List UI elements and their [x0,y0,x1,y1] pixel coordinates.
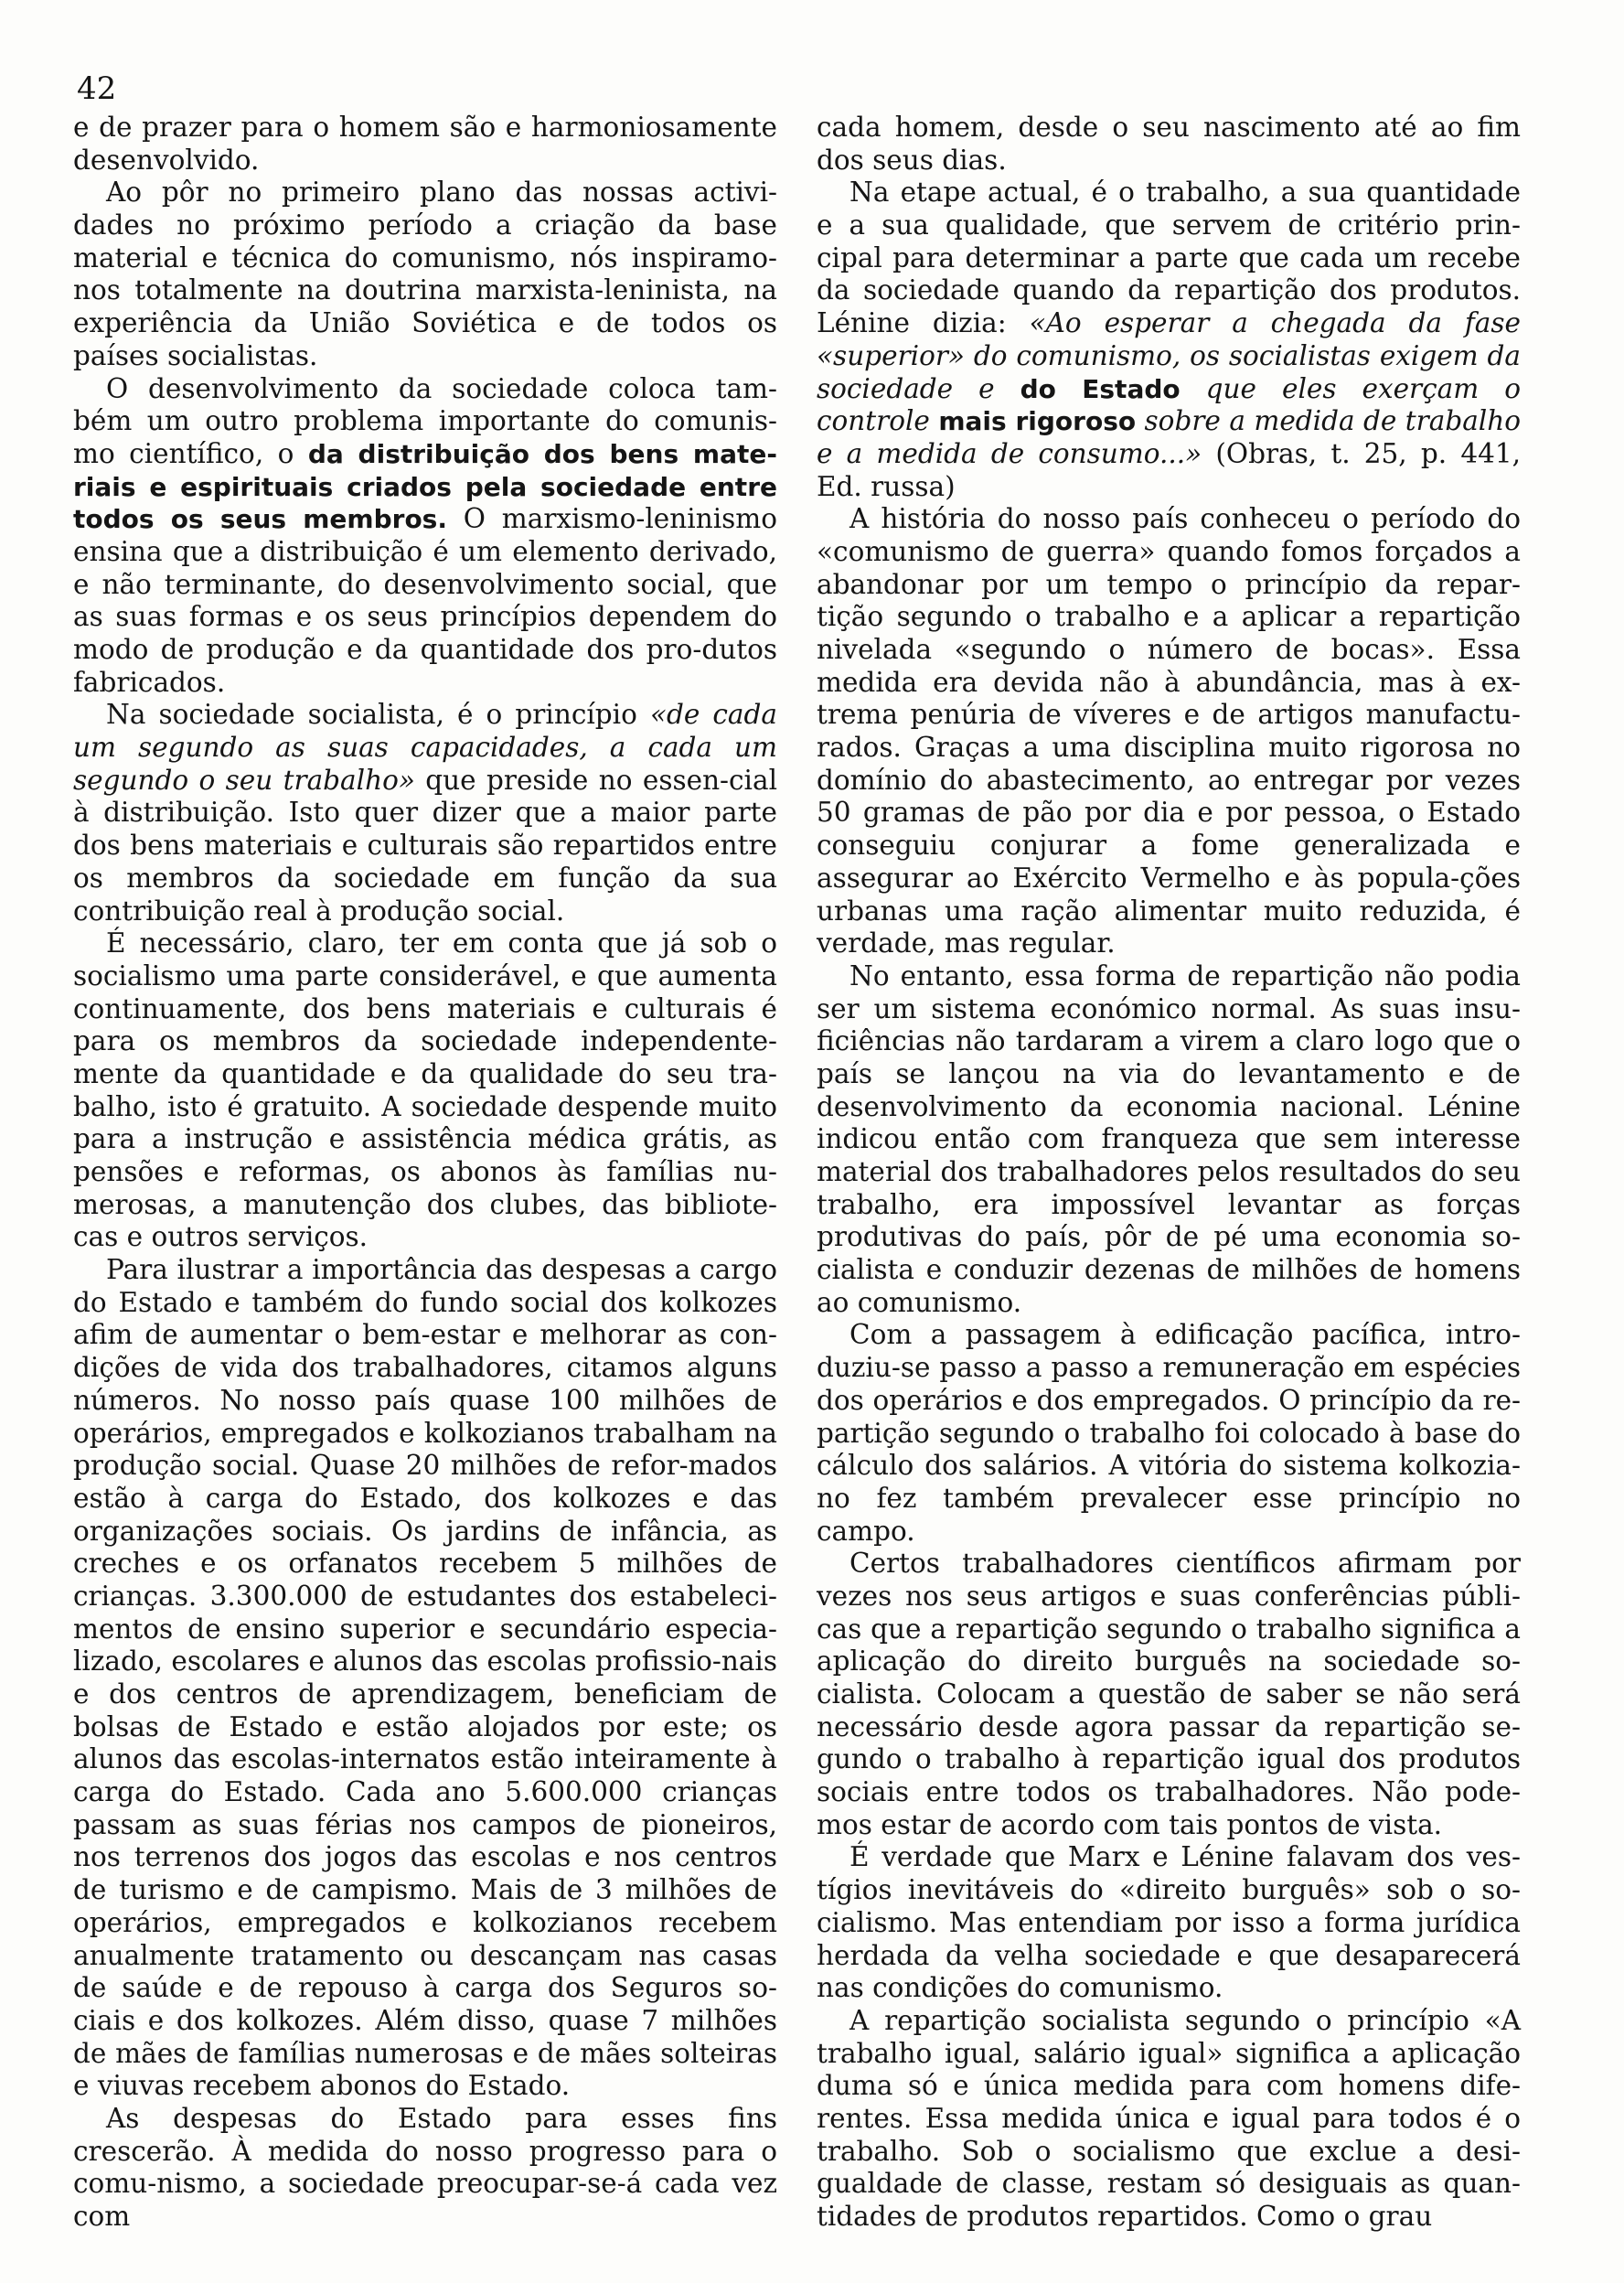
text-run: Certos trabalhadores científicos afirmam por vezes nos seus artigos e suas conferências públi-cas que a repartição segundo o trabalho significa a aplicação do direito burguês na sociedade so-cialista. Colocam a questão de saber se não será necessário desde agora passar da repartição se-gundo o trabalho à repartição igual dos produtos sociais entre todos os trabalhadores. Não pode-mos estar de acordo com tais pontos de vista. [817,1548,1521,1840]
text-run: Ao pôr no primeiro plano das nossas activi-dades no próximo período a criação da base material e técnica do comunismo, nós inspiramo-nos totalmente na doutrina marxista-leninista, na experiência da União Soviética e de todos os países socialistas. [73,177,777,371]
paragraph [817,1319,1521,1548]
paragraph [73,1254,777,2103]
text-run: Na etape actual, é o trabalho, a sua quantidade e a sua qualidade, que servem de critério prin-cipal para determinar a parte que cada um recebe da sociedade quando da repartição dos produtos. Lénine dizia: [817,177,1521,339]
text-run: (Obras, t. 25, p. 441, Ed. russa) [817,437,1522,502]
text-run: e de prazer para o homem são e harmoniosamente desenvolvido. [73,112,777,176]
paragraph [73,2103,777,2234]
paragraph [73,699,777,927]
paragraph [817,1841,1521,2004]
paragraph [73,177,777,372]
paragraph [817,960,1521,1320]
page-number: 42 [77,70,117,107]
paragraph [817,112,1521,177]
bold-text: mais rigoroso [938,406,1137,437]
paragraph [817,2005,1521,2234]
text-run: Para ilustrar a importância das despesas a cargo do Estado e também do fundo social dos kolkozes afim de aumentar o bem-estar e melhorar as con-dições de vida dos trabalhadores, citamos alguns números. No nosso país quase 100 milhões de operários, empregados e kolkozianos trabalham na produção social. Quase 20 milhões de refor-mados estão à carga do Estado, dos kolkozes e das organizações sociais. Os jardins de infância, as creches e os orfanatos recebem 5 milhões de crianças. 3.300.000 de estudantes dos estabeleci-mentos de ensino superior e secundário especia-lizado, escolares e alunos das escolas profissio-nais e dos centros de aprendizagem, beneficiam de bolsas de Estado e estão alojados por este; os alunos das escolas-internatos estão inteiramente à carga do Estado. Cada ano 5.600.000 crianças passam as suas férias nos campos de pioneiros, nos terrenos dos jogos das escolas e nos centros de turismo e de campismo. Mais de 3 milhões de operários, empregados e kolkozianos recebem anualmente tratamento ou descançam nas casas de saúde e de repouso à carga dos Seguros so-ciais e dos kolkozes. Além disso, quase 7 milhões de mães de famílias numerosas e de mães solteiras e viuvas recebem abonos do Estado. [73,1254,777,2102]
paragraph [73,373,777,700]
text-run: É necessário, claro, ter em conta que já sob o socialismo uma parte considerável, e que aumenta continuamente, dos bens materiais e culturais é para os membros da sociedade independente-mente da quantidade e da qualidade do seu tra-balho, isto é gratuito. A sociedade despende muito para a instrução e assistência médica grátis, as pensões e reformas, os abonos às famílias nu-merosas, a manutenção dos clubes, das bibliote-cas e outros serviços. [73,927,777,1253]
text-run: No entanto, essa forma de repartição não podia ser um sistema económico normal. As suas insu-ficiências não tardaram a virem a claro logo que o país se lançou na via do levantamento e de desenvolvimento da economia nacional. Lénine indicou então com franqueza que sem interesse material dos trabalhadores pelos resultados do seu trabalho, era impossível levantar as forças produtivas do país, pôr de pé uma economia so-cialista e conduzir dezenas de milhões de homens ao comunismo. [817,959,1521,1318]
text-run: É verdade que Marx e Lénine falavam dos ves-tígios inevitáveis do «direito burguês» sob o so-cialismo. Mas entendiam por isso a forma jurídica herdada da velha sociedade e que desaparecerá nas condições do comunismo. [817,1841,1521,2004]
italic-text: que eles exerçam o controle [817,372,1521,437]
paragraph [73,927,777,1254]
text-column-left [73,112,777,2234]
text-run: A repartição socialista segundo o princípio «A trabalho igual, salário igual» significa a aplicação duma só e única medida para com homens dife-rentes. Essa medida única e igual para todos é o trabalho. Sob o socialismo que exclue a desi-gualdade de classe, restam só desiguais as quan-tidades de produtos repartidos. Como o grau [817,2004,1521,2232]
bold-text: do Estado [1020,373,1181,404]
text-run: que preside no essen-cial à distribuição. Isto quer dizer que a maior parte dos bens materiais e culturais são repartidos entre os membros da sociedade em função da sua contribuição real à produção social. [73,764,778,927]
bold-text: da distribuição dos bens mate-riais e espirituais criados pela sociedade entre todos os seus membros. [73,438,777,535]
text-run: O marxismo-leninismo ensina que a distribuição é um elemento derivado, e não terminante, do desenvolvimento social, que as suas formas e os seus princípios dependem do modo de produção e da quantidade dos pro-dutos fabricados. [73,503,778,698]
italic-text: «Ao esperar a chegada da fase «superior» do comunismo, os socialistas exigem da sociedade e [817,307,1521,404]
paragraph [73,112,777,177]
text-run: As despesas do Estado para esses fins crescerão. À medida do nosso progresso para o comu-nismo, a sociedade preocupar-se-á cada vez com [73,2102,777,2232]
text-run: O desenvolvimento da sociedade coloca tam-bém um outro problema importante do comunis-mo científico, o [73,372,777,469]
text-run: cada homem, desde o seu nascimento até ao fim dos seus dias. [817,112,1521,176]
italic-text: «de cada um segundo as suas capacidades, a cada um segundo o seu trabalho» [73,699,777,796]
paragraph [817,177,1521,503]
italic-text: sobre a medida de trabalho e a medida de consumo...» [817,405,1521,469]
text-run: Na sociedade socialista, é o princípio [106,699,650,731]
paragraph [817,1548,1521,1841]
text-run: A história do nosso país conheceu o período do «comunismo de guerra» quando fomos forçados a abandonar por um tempo o princípio da repar-tição segundo o trabalho e a aplicar a repartição nivelada «segundo o número de bocas». Essa medida era devida não à abundância, mas à ex-trema penúria de víveres e de artigos manufactu-rados. Graças a uma disciplina muito rigorosa no domínio do abastecimento, ao entregar por vezes 50 gramas de pão por dia e por pessoa, o Estado conseguiu conjurar a fome generalizada e assegurar ao Exército Vermelho e às popula-ções urbanas uma ração alimentar muito reduzida, é verdade, mas regular. [817,503,1521,959]
paragraph [817,503,1521,960]
text-run: Com a passagem à edificação pacífica, intro-duziu-se passo a passo a remuneração em espécies dos operários e dos empregados. O princípio da re-partição segundo o trabalho foi colocado à base do cálculo dos salários. A vitória do sistema kolkozia-no fez também prevalecer esse princípio no campo. [817,1319,1521,1547]
text-column-right [817,112,1521,2234]
